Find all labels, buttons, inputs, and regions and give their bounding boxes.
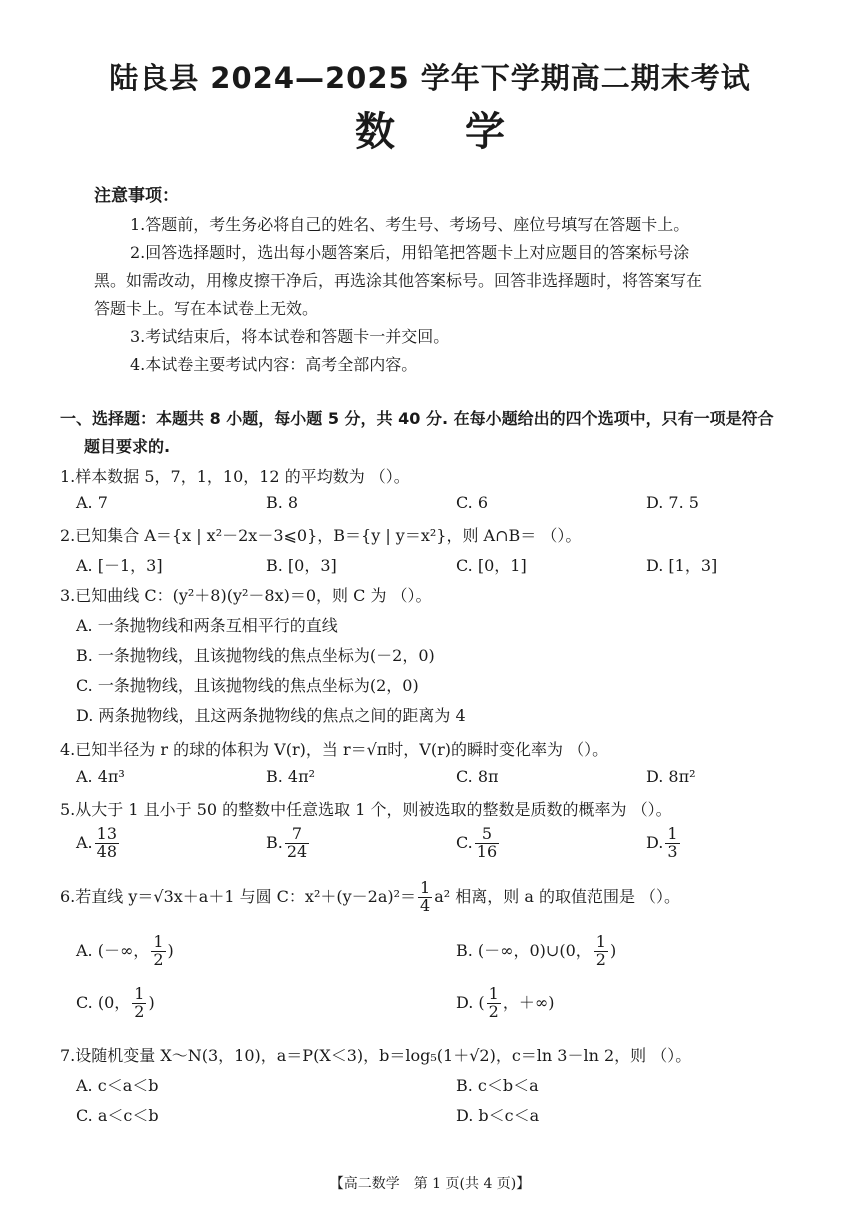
q1-option-a: A. 7 — [76, 493, 108, 512]
option-text: D. ( — [456, 992, 485, 1012]
q2-option-a: A. [－1，3] — [76, 556, 163, 575]
numerator: 1 — [488, 984, 499, 1003]
fraction — [594, 934, 608, 969]
fraction — [487, 986, 501, 1021]
question-4-stem: 4.已知半径为 r 的球的体积为 V(r)，当 r＝√π时，V(r)的瞬时变化率为 （）。 — [60, 740, 609, 759]
denominator: 4 — [420, 895, 431, 915]
numerator: 1 — [153, 932, 164, 951]
q7-option-a: A. c＜a＜b — [76, 1076, 159, 1095]
q6-option-a — [76, 934, 174, 969]
q1-option-b: B. 8 — [266, 493, 299, 512]
question-7-stem: 7.设随机变量 X～N(3，10)，a＝P(X＜3)，b＝log₅(1＋√2)，c＝ln 3－ln 2，则 （）。 — [60, 1046, 692, 1065]
numerator: 1 — [595, 932, 606, 951]
q1-option-c: C. 6 — [456, 493, 489, 512]
fraction — [151, 934, 165, 969]
question-5-stem: 5.从大于 1 且小于 50 的整数中任意选取 1 个，则被选取的整数是质数的概率为 （）。 — [60, 800, 672, 819]
q5-option-a — [76, 826, 121, 861]
numerator: 5 — [475, 826, 499, 844]
denominator: 2 — [153, 949, 164, 969]
q7-option-d: D. b＜c＜a — [456, 1106, 540, 1125]
q2-option-b: B. [0，3] — [266, 556, 337, 575]
fraction — [418, 880, 432, 915]
fraction — [132, 986, 146, 1021]
notice-line: 3.考试结束后，将本试卷和答题卡一并交回。 — [130, 327, 450, 346]
numerator: 1 — [134, 984, 145, 1003]
option-text: ，＋∞) — [502, 992, 555, 1012]
numerator: 1 — [667, 824, 678, 843]
page-footer: 【高二数学 第 1 页(共 4 页)】 — [329, 1176, 531, 1192]
option-text: B. (－∞，0)∪(0， — [456, 940, 592, 960]
notice-line: 答题卡上。写在本试卷上无效。 — [94, 299, 319, 318]
fraction — [475, 826, 499, 861]
notice-line: 黑。如需改动，用橡皮擦干净后，再选涂其他答案标号。回答非选择题时，将答案写在 — [94, 271, 703, 290]
fraction — [665, 826, 679, 861]
q7-option-c: C. a＜c＜b — [76, 1106, 159, 1125]
q3-option-b: B. 一条抛物线，且该抛物线的焦点坐标为(－2，0) — [76, 646, 435, 665]
q3-option-a: A. 一条抛物线和两条互相平行的直线 — [76, 616, 338, 635]
q3-option-c: C. 一条抛物线，且该抛物线的焦点坐标为(2，0) — [76, 676, 419, 695]
subject-title: 数学 — [355, 109, 575, 155]
q6-option-d — [456, 986, 554, 1021]
option-label: B. — [266, 832, 283, 852]
q3-option-d: D. 两条抛物线，且这两条抛物线的焦点之间的距离为 4 — [76, 706, 466, 725]
denominator: 2 — [488, 1001, 499, 1021]
q7-option-b: B. c＜b＜a — [456, 1076, 539, 1095]
denominator: 24 — [286, 841, 308, 861]
exam-title: 陆良县 2024—2025 学年下学期高二期末考试 — [109, 61, 751, 95]
option-text: C. (0， — [76, 992, 131, 1012]
stem-text: 6.若直线 y＝√3x＋a＋1 与圆 C：x²＋(y－2a)²＝ — [60, 886, 417, 906]
section-heading-cont: 题目要求的. — [84, 437, 171, 456]
stem-text: a² 相离，则 a 的取值范围是 （）。 — [434, 886, 681, 906]
notice-line: 4.本试卷主要考试内容：高考全部内容。 — [130, 355, 418, 374]
notice-line: 1.答题前，考生务必将自己的姓名、考生号、考场号、座位号填写在答题卡上。 — [130, 215, 690, 234]
q4-option-c: C. 8π — [456, 767, 499, 786]
denominator: 2 — [134, 1001, 145, 1021]
denominator: 3 — [667, 841, 678, 861]
q5-option-c — [456, 826, 501, 861]
question-1-stem: 1.样本数据 5，7，1，10，12 的平均数为 （）。 — [60, 467, 410, 486]
question-2-stem: 2.已知集合 A＝{x | x²－2x－3⩽0}，B＝{y | y＝x²}，则 A∩B＝ （）。 — [60, 526, 582, 545]
numerator: 7 — [285, 826, 309, 844]
option-text: A. (－∞， — [76, 940, 150, 960]
option-label: D. — [646, 832, 664, 852]
q5-option-b — [266, 826, 311, 861]
q6-option-c — [76, 986, 155, 1021]
q6-option-b — [456, 934, 616, 969]
option-label: C. — [456, 832, 473, 852]
fraction — [285, 826, 309, 861]
denominator: 2 — [595, 949, 606, 969]
question-3-stem: 3.已知曲线 C：(y²＋8)(y²－8x)＝0，则 C 为 （）。 — [60, 586, 432, 605]
q1-option-d: D. 7. 5 — [646, 493, 699, 512]
section-heading: 一、选择题：本题共 8 小题，每小题 5 分，共 40 分. 在每小题给出的四个选项中，只有一项是符合 — [60, 409, 774, 428]
denominator: 48 — [96, 841, 117, 861]
notice-line: 2.回答选择题时，选出每小题答案后，用铅笔把答题卡上对应题目的答案标号涂 — [130, 243, 690, 262]
q4-option-d: D. 8π² — [646, 767, 696, 786]
option-label: A. — [76, 832, 93, 852]
q4-option-a: A. 4π³ — [76, 767, 125, 786]
q4-option-b: B. 4π² — [266, 767, 316, 786]
denominator: 16 — [476, 841, 498, 861]
numerator: 13 — [96, 824, 117, 843]
option-text: ) — [148, 992, 155, 1012]
numerator: 1 — [420, 878, 431, 897]
question-6-stem — [60, 880, 680, 915]
q2-option-c: C. [0，1] — [456, 556, 527, 575]
notice-heading: 注意事项： — [94, 186, 179, 206]
option-text: ) — [167, 940, 174, 960]
fraction — [95, 826, 119, 861]
q2-option-d: D. [1，3] — [646, 556, 718, 575]
option-text: ) — [609, 940, 617, 960]
q5-option-d — [646, 826, 682, 861]
